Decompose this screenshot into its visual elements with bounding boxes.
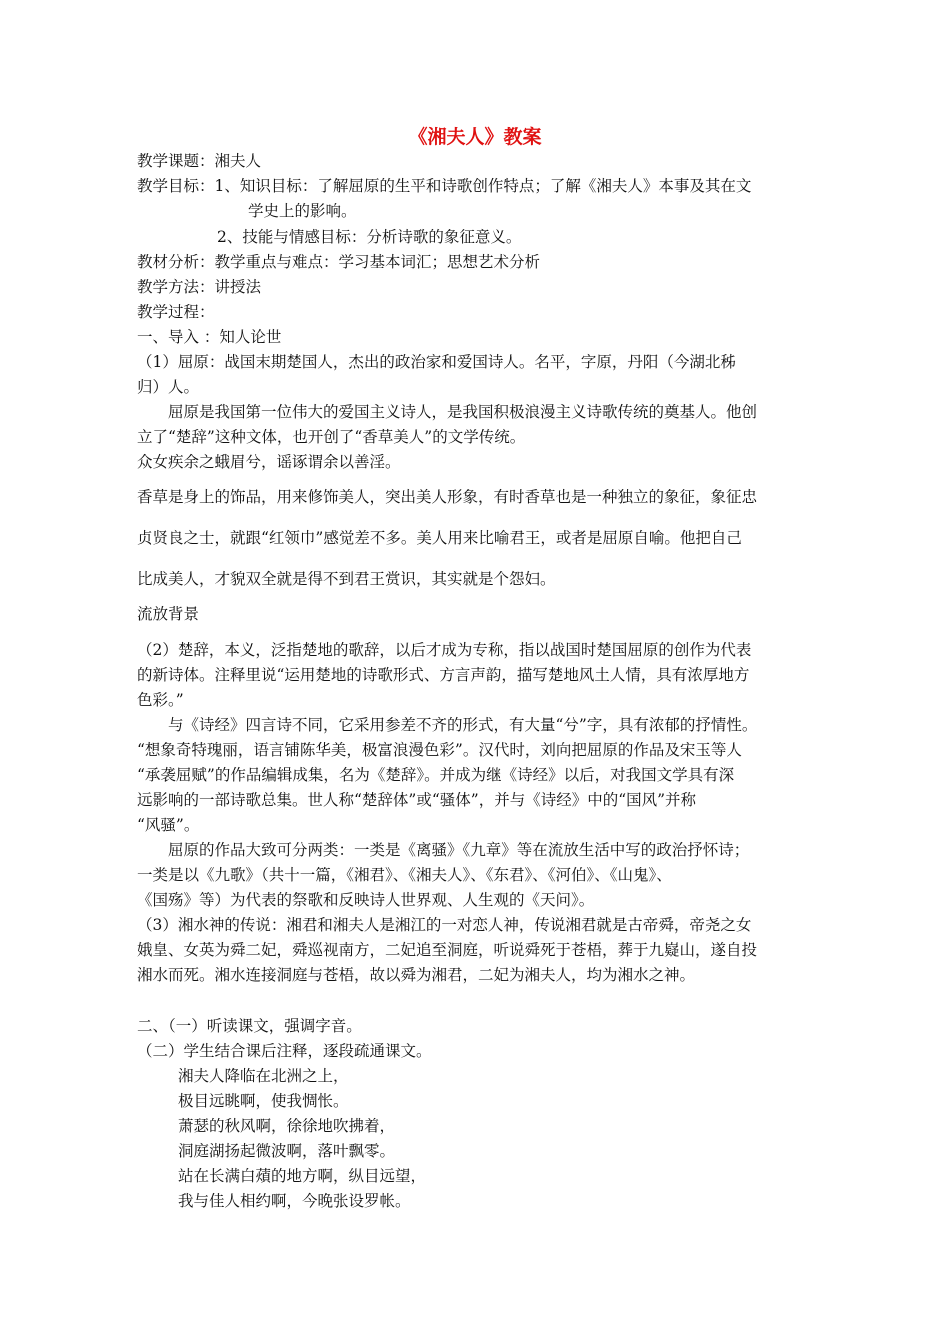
paragraph-line: 一类是以《九歌》（共十一篇，《湘君》、《湘夫人》、《东君》、《河伯》、《山鬼》、 xyxy=(137,866,672,884)
subheading-exile-background: 流放背景 xyxy=(137,605,200,623)
poem-line: 湘夫人降临在北洲之上， xyxy=(178,1067,349,1085)
paragraph-line: （3）湘水神的传说：湘君和湘夫人是湘江的一对恋人神，传说湘君就是古帝舜，帝尧之女 xyxy=(137,916,752,934)
section-1-heading: 一、导入 ：知人论世 xyxy=(137,328,282,346)
paragraph-line: 娥皇、女英为舜二妃，舜巡视南方，二妃追至洞庭，听说舜死于苍梧，葬于九嶷山，遂自投 xyxy=(137,941,758,959)
poem-line: 极目远眺啊，使我惆怅。 xyxy=(178,1092,349,1110)
paragraph-line: （2）楚辞，本义，泛指楚地的歌辞，以后才成为专称，指以战国时楚国屈原的创作为代表 xyxy=(137,641,752,659)
paragraph-line: “承袭屈赋”的作品编辑成集，名为《楚辞》。并成为继《诗经》以后，对我国文学具有深 xyxy=(137,766,735,784)
document-title: 《湘夫人》教案 xyxy=(408,126,542,148)
objective-line-1: 教学目标：1、知识目标：了解屈原的生平和诗歌创作特点；了解《湘夫人》本事及其在文 xyxy=(137,177,752,195)
paragraph-line: 《国殇》等）为代表的祭歌和反映诗人世界观、人生观的《天问》。 xyxy=(137,891,595,909)
paragraph-line: 香草是身上的饰品，用来修饰美人，突出美人形象，有时香草也是一种独立的象征，象征忠 xyxy=(137,488,758,506)
lesson-topic: 教学课题：湘夫人 xyxy=(137,152,262,170)
material-analysis: 教材分析：教学重点与难点：学习基本词汇；思想艺术分析 xyxy=(137,253,541,271)
section-2-heading: 二、（一）听读课文，强调字音。 xyxy=(137,1017,362,1035)
paragraph-line: 色彩。” xyxy=(137,691,184,709)
paragraph-line: 立了“楚辞”这种文体，也开创了“香草美人”的文学传统。 xyxy=(137,428,526,446)
poem-line: 我与佳人相约啊，今晚张设罗帐。 xyxy=(178,1192,411,1210)
paragraph-line: 屈原是我国第一位伟大的爱国主义诗人，是我国积极浪漫主义诗歌传统的奠基人。他创 xyxy=(168,403,758,421)
paragraph-line: 远影响的一部诗歌总集。世人称“楚辞体”或“骚体”，并与《诗经》中的“国风”并称 xyxy=(137,791,697,809)
poem-line: 洞庭湖扬起微波啊，落叶飘零。 xyxy=(178,1142,396,1160)
paragraph-line: 湘水而死。湘水连接洞庭与苍梧，故以舜为湘君，二妃为湘夫人，均为湘水之神。 xyxy=(137,966,696,984)
section-2-step: （二）学生结合课后注释，逐段疏通课文。 xyxy=(137,1042,432,1060)
teaching-method: 教学方法：讲授法 xyxy=(137,278,262,296)
teaching-process-heading: 教学过程： xyxy=(137,303,215,321)
paragraph-line: “风骚”。 xyxy=(137,816,200,834)
objective-line-2: 2、技能与情感目标：分析诗歌的象征意义。 xyxy=(217,228,522,246)
paragraph-line: “想象奇特瑰丽，语言铺陈华美，极富浪漫色彩”。汉代时，刘向把屈原的作品及宋玉等人 xyxy=(137,741,742,759)
paragraph-line: 与《诗经》四言诗不同，它采用参差不齐的形式，有大量“兮”字，具有浓郁的抒情性。 xyxy=(168,716,758,734)
objective-line-1-cont: 学史上的影响。 xyxy=(248,202,357,220)
paragraph-line: 的新诗体。注释里说“运用楚地的诗歌形式、方言声韵，描写楚地风土人情，具有浓厚地方 xyxy=(137,666,750,684)
paragraph-line: 贞贤良之士，就跟“红领巾”感觉差不多。美人用来比喻君王，或者是屈原自喻。他把自己 xyxy=(137,529,742,547)
paragraph-line: （1）屈原：战国末期楚国人，杰出的政治家和爱国诗人。名平，字原，丹阳（今湖北秭 xyxy=(137,353,736,371)
paragraph-line: 归）人。 xyxy=(137,378,200,396)
paragraph-line: 比成美人，才貌双全就是得不到君王赏识，其实就是个怨妇。 xyxy=(137,570,556,588)
paragraph-line: 屈原的作品大致可分两类：一类是《离骚》《九章》等在流放生活中写的政治抒怀诗； xyxy=(168,841,750,859)
poem-line: 站在长满白薠的地方啊，纵目远望， xyxy=(178,1167,427,1185)
quote-line: 众女疾余之蛾眉兮，谣诼谓余以善淫。 xyxy=(137,453,401,471)
poem-line: 萧瑟的秋风啊，徐徐地吹拂着， xyxy=(178,1117,396,1135)
